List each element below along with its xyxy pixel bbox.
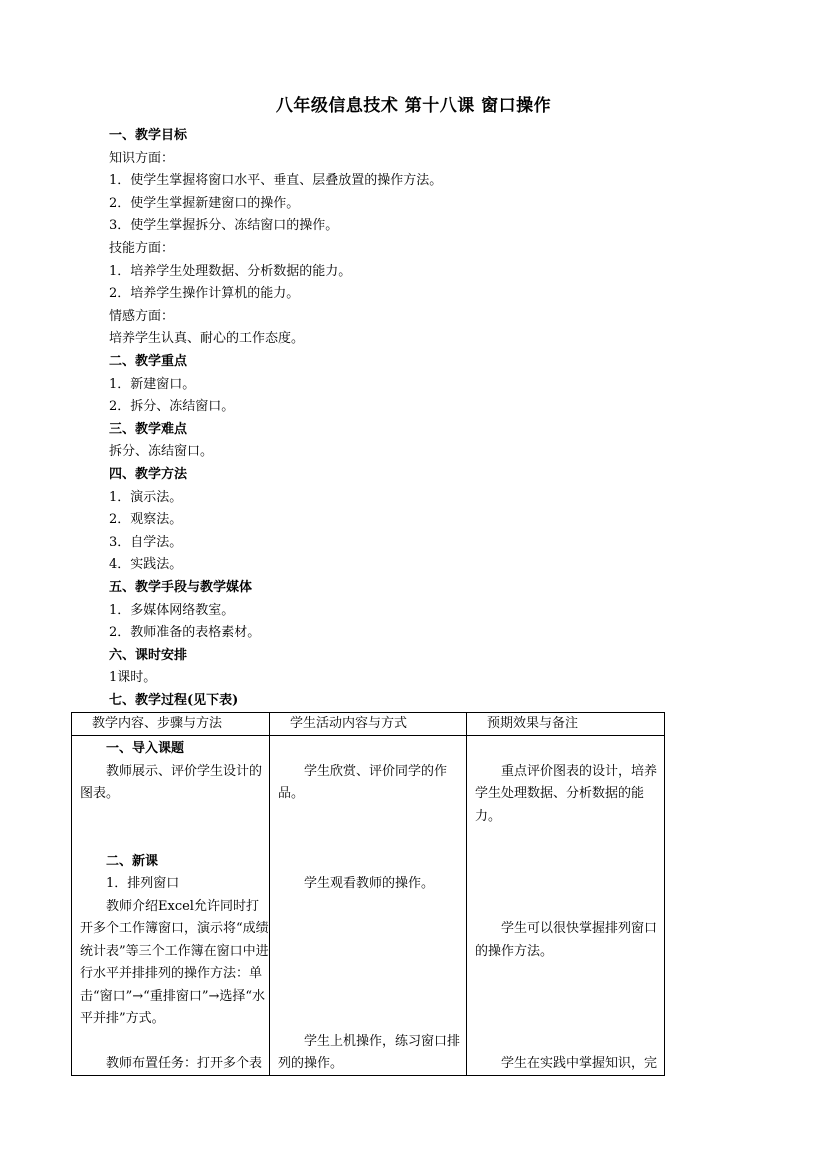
section-heading: 六、课时安排 [109,647,188,663]
cell-paragraph: 学生观看教师的操作。 [304,876,435,891]
page-title: 八年级信息技术 第十八课 窗口操作 [275,96,552,116]
section-heading: 一、教学目标 [109,128,188,143]
cell-paragraph: 学生在实践中掌握知识，完 [501,1056,658,1071]
outline-line: 1．新建窗口。 [109,376,196,392]
cell-teaching-content [72,736,270,1076]
header-expected-effect: 预期效果与备注 [467,713,665,736]
header-student-activity: 学生活动内容与方式 [270,713,467,736]
table-header-row [72,713,665,736]
cell-paragraph: 学生欣赏、评价同学的作品。 [278,763,448,801]
outline-line: 2．使学生掌握新建窗口的操作。 [109,195,300,211]
cell-paragraph: 学生上机操作，练习窗口排列的操作。 [278,1033,461,1071]
outline-line: 1课时。 [109,670,157,686]
outline-line: 2．教师准备的表格素材。 [109,625,261,641]
outline-line: 拆分、冻结窗口。 [109,444,214,460]
outline-line: 1．多媒体网络教室。 [109,602,235,618]
cell-paragraph: 教师展示、评价学生设计的图表。 [80,763,263,801]
table-row [72,736,665,1076]
outline-line: 2．培养学生操作计算机的能力。 [109,286,300,302]
outline-line: 1．演示法。 [109,489,183,505]
cell-expected-effect [467,736,665,1076]
outline-line: 3．自学法。 [109,534,183,550]
header-teaching-content: 教学内容、步骤与方法 [72,713,270,736]
outline-line: 技能方面： [109,241,175,256]
section-heading: 二、教学重点 [109,354,188,369]
cell-student-activity [270,736,467,1076]
outline-line: 2．拆分、冻结窗口。 [109,399,235,415]
cell-heading: 一、导入课题 [106,741,185,756]
cell-paragraph: 教师介绍Excel允许同时打开多个工作簿窗口，演示将“成绩统计表”等三个工作簿在窗口中进行水平并排排列的操作方法：单击“窗口”→“重排窗口”→选择“水平并排”方式。 [80,898,269,1026]
cell-paragraph: 重点评价图表的设计，培养学生处理数据、分析数据的能力。 [475,763,658,824]
outline-line: 1．培养学生处理数据、分析数据的能力。 [109,263,352,279]
cell-paragraph: 1．排列窗口 [106,876,180,891]
outline-line: 情感方面： [109,308,175,324]
outline-line: 1．使学生掌握将窗口水平、垂直、层叠放置的操作方法。 [109,173,443,189]
teaching-process-table [71,712,665,1076]
outline-line: 4．实践法。 [109,557,183,573]
section-heading: 七、教学过程(见下表) [109,693,239,708]
section-heading: 四、教学方法 [109,467,188,482]
outline-line: 知识方面： [109,150,175,166]
outline-line: 培养学生认真、耐心的工作态度。 [109,331,305,347]
cell-heading: 二、新课 [106,853,159,869]
cell-paragraph: 教师布置任务：打开多个表 [106,1056,263,1071]
outline-line: 2．观察法。 [109,512,183,528]
section-heading: 五、教学手段与教学媒体 [109,580,253,595]
cell-paragraph: 学生可以很快掌握排列窗口的操作方法。 [475,921,658,959]
section-heading: 三、教学难点 [109,421,188,437]
outline-line: 3．使学生掌握拆分、冻结窗口的操作。 [109,218,339,234]
